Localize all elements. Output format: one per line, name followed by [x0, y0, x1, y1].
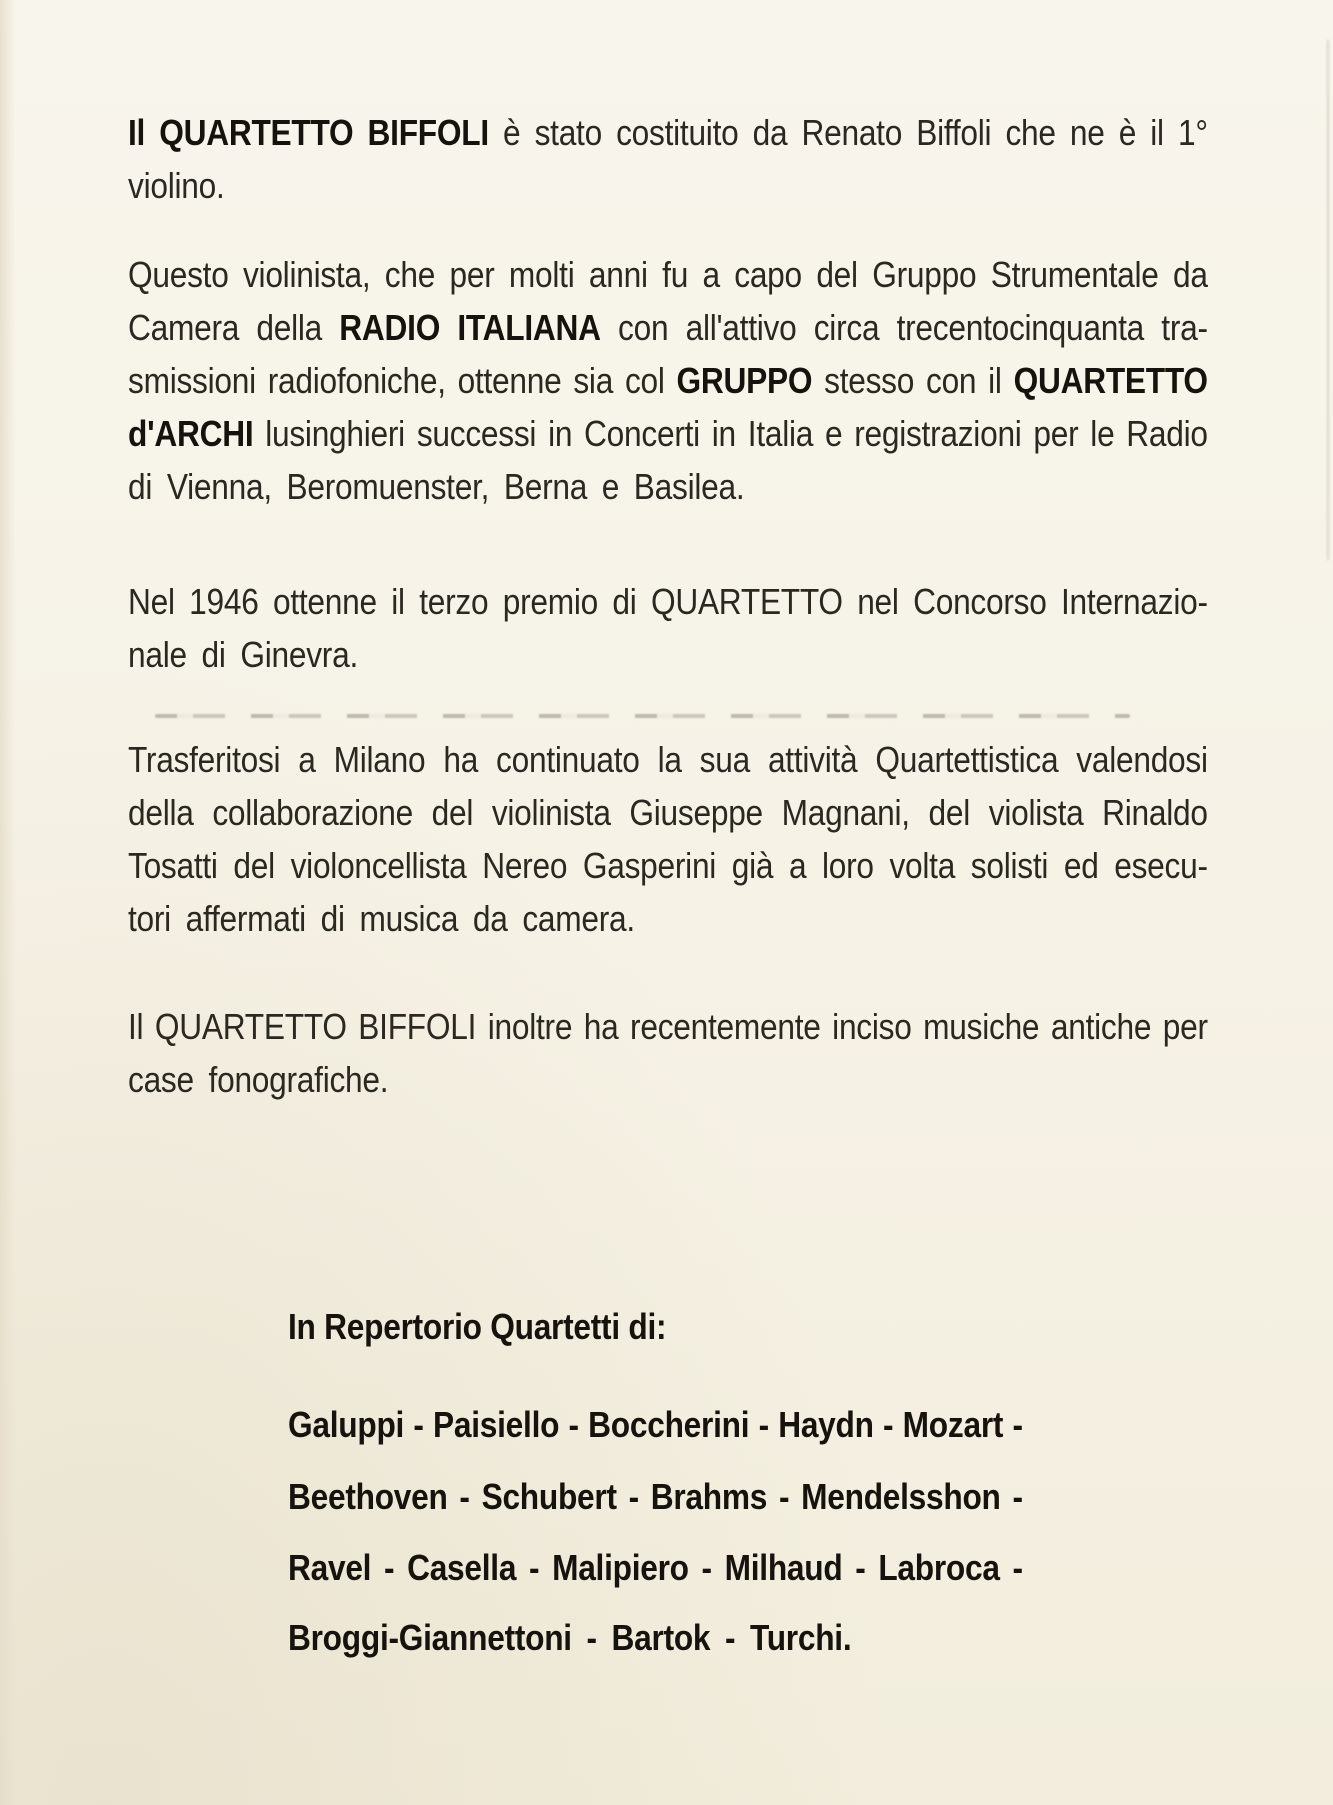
- text-segment: case fonografiche.: [128, 1059, 389, 1100]
- para3-line2: [128, 633, 1208, 677]
- text-segment: Il QUARTETTO BIFFOLI: [128, 112, 489, 153]
- text-segment: d'ARCHI: [128, 413, 254, 454]
- text-segment: di Vienna, Beromuenster, Berna e Basilea.: [128, 466, 745, 507]
- text-segment: nale di Ginevra.: [128, 634, 358, 675]
- para1-line2: [128, 164, 1208, 208]
- repertoire-line3: Ravel - Casella - Malipiero - Milhaud - Labroca -: [288, 1547, 1023, 1588]
- para2-line4: [128, 412, 1208, 456]
- para3-line1: [128, 580, 1208, 624]
- text-segment: con all'attivo circa trecentocinquanta tra-: [600, 307, 1208, 348]
- text-segment: Camera della: [128, 307, 340, 348]
- text-segment: lusinghieri successi in Concerti in Italia e registrazioni per le Radio: [253, 413, 1208, 454]
- text-segment: Trasferitosi a Milano ha continuato la sua attività Quartettistica valendosi: [128, 739, 1208, 780]
- para5-line2: [128, 1058, 1208, 1102]
- text-segment: RADIO ITALIANA: [339, 307, 601, 348]
- para1-line1: [128, 111, 1208, 155]
- repertoire-line2: Beethoven - Schubert - Brahms - Mendelsshon -: [288, 1476, 1023, 1517]
- text-segment: Questo violinista, che per molti anni fu a capo del Gruppo Strumentale da: [128, 254, 1208, 295]
- para4-line1: [128, 738, 1208, 782]
- repertoire-line1: Galuppi - Paisiello - Boccherini - Haydn - Mozart -: [288, 1404, 1023, 1445]
- para4-line3: [128, 844, 1208, 888]
- repertoire-heading: In Repertorio Quartetti di:: [288, 1306, 667, 1347]
- para2-line2: [128, 306, 1208, 350]
- text-segment: violino.: [128, 165, 225, 206]
- para5-line1: [128, 1005, 1208, 1049]
- text-segment: QUARTETTO: [1013, 360, 1208, 401]
- paper-edge-shadow: [1327, 40, 1329, 560]
- text-segment: Il QUARTETTO BIFFOLI inoltre ha recentemente inciso musiche antiche per: [128, 1006, 1208, 1047]
- smudge-artifact: [155, 714, 1130, 718]
- para2-line3: [128, 359, 1208, 403]
- text-segment: stesso con il: [812, 360, 1014, 401]
- para2-line1: [128, 253, 1208, 297]
- text-segment: Nel 1946 ottenne il terzo premio di QUARTETTO nel Concorso Internazio-: [128, 581, 1208, 622]
- text-segment: tori affermati di musica da camera.: [128, 898, 635, 939]
- text-segment: smissioni radiofoniche, ottenne sia col: [128, 360, 677, 401]
- text-segment: GRUPPO: [676, 360, 813, 401]
- text-segment: della collaborazione del violinista Giuseppe Magnani, del violista Rinaldo: [128, 792, 1208, 833]
- repertoire-line4: Broggi-Giannettoni - Bartok - Turchi.: [288, 1617, 852, 1658]
- para4-line2: [128, 791, 1208, 835]
- text-segment: Tosatti del violoncellista Nereo Gasperini già a loro volta solisti ed esecu-: [128, 845, 1208, 886]
- para4-line4: [128, 897, 1208, 941]
- text-segment: è stato costituito da Renato Biffoli che ne è il 1°: [488, 112, 1208, 153]
- para2-line5: [128, 465, 1208, 509]
